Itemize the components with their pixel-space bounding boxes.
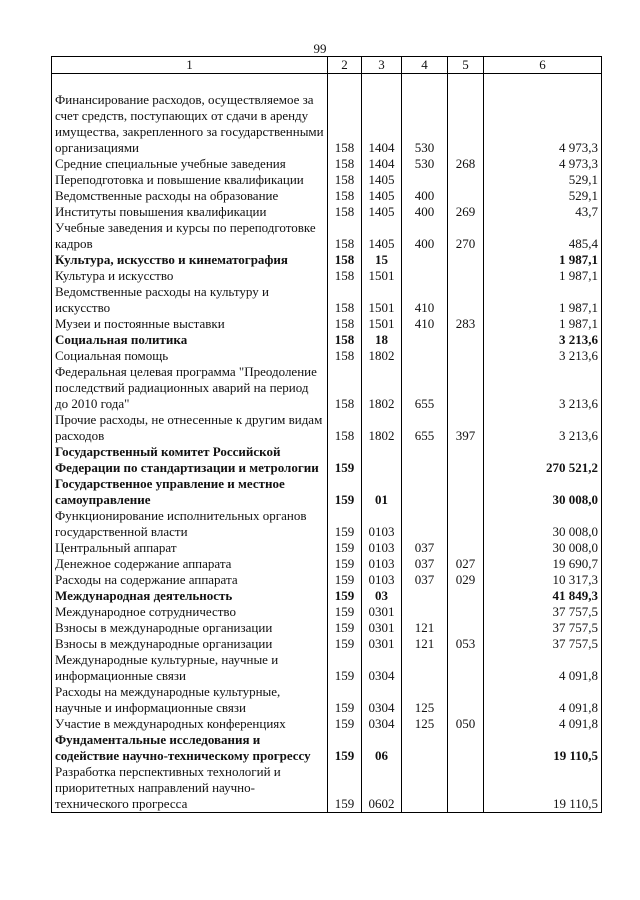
row-label: Учебные заведения и курсы по переподготовке кадров bbox=[52, 220, 328, 252]
table-body bbox=[52, 74, 602, 813]
code-section: 0304 bbox=[362, 716, 402, 732]
code-section: 0103 bbox=[362, 540, 402, 556]
code-expense bbox=[448, 284, 484, 316]
code-section: 0301 bbox=[362, 620, 402, 636]
code-ministry: 158 bbox=[328, 204, 362, 220]
code-expense bbox=[448, 188, 484, 204]
code-section: 0301 bbox=[362, 604, 402, 620]
row-label: Культура, искусство и кинематография bbox=[52, 252, 328, 268]
code-section: 0301 bbox=[362, 636, 402, 652]
amount-value: 3 213,6 bbox=[484, 412, 602, 444]
code-ministry: 158 bbox=[328, 172, 362, 188]
code-expense: 283 bbox=[448, 316, 484, 332]
code-expense bbox=[448, 604, 484, 620]
code-article bbox=[402, 172, 448, 188]
code-article bbox=[402, 444, 448, 476]
code-article bbox=[402, 252, 448, 268]
amount-value: 1 987,1 bbox=[484, 316, 602, 332]
code-section: 15 bbox=[362, 252, 402, 268]
amount-value: 3 213,6 bbox=[484, 364, 602, 412]
table-row bbox=[52, 204, 602, 220]
code-article: 410 bbox=[402, 284, 448, 316]
amount-value: 3 213,6 bbox=[484, 348, 602, 364]
row-label: Фундаментальные исследования и содействие научно-техническому прогрессу bbox=[52, 732, 328, 764]
code-ministry: 158 bbox=[328, 188, 362, 204]
column-header: 3 bbox=[362, 57, 402, 74]
code-ministry: 158 bbox=[328, 348, 362, 364]
table-row bbox=[52, 572, 602, 588]
amount-value: 1 987,1 bbox=[484, 284, 602, 316]
row-label: Прочие расходы, не отнесенные к другим видам расходов bbox=[52, 412, 328, 444]
table-row bbox=[52, 636, 602, 652]
code-ministry: 159 bbox=[328, 444, 362, 476]
amount-value: 30 008,0 bbox=[484, 540, 602, 556]
code-expense bbox=[448, 684, 484, 716]
amount-value: 41 849,3 bbox=[484, 588, 602, 604]
page-number: 99 bbox=[313, 41, 327, 56]
row-label: Международные культурные, научные и информационные связи bbox=[52, 652, 328, 684]
code-section: 01 bbox=[362, 476, 402, 508]
amount-value: 4 973,3 bbox=[484, 156, 602, 172]
code-article: 121 bbox=[402, 636, 448, 652]
row-label: Денежное содержание аппарата bbox=[52, 556, 328, 572]
code-ministry: 159 bbox=[328, 764, 362, 813]
table-row bbox=[52, 476, 602, 508]
table-row bbox=[52, 604, 602, 620]
code-expense: 270 bbox=[448, 220, 484, 252]
code-article: 530 bbox=[402, 92, 448, 156]
amount-value: 30 008,0 bbox=[484, 508, 602, 540]
row-label: Федеральная целевая программа "Преодоление последствий радиационных аварий на период до 2010 года" bbox=[52, 364, 328, 412]
code-expense: 397 bbox=[448, 412, 484, 444]
row-label: Участие в международных конференциях bbox=[52, 716, 328, 732]
code-ministry: 159 bbox=[328, 476, 362, 508]
code-section: 1501 bbox=[362, 316, 402, 332]
code-expense bbox=[448, 508, 484, 540]
code-section: 0602 bbox=[362, 764, 402, 813]
row-label: Ведомственные расходы на культуру и искусство bbox=[52, 284, 328, 316]
code-article bbox=[402, 476, 448, 508]
table-row bbox=[52, 652, 602, 684]
code-ministry: 159 bbox=[328, 684, 362, 716]
row-label: Функционирование исполнительных органов государственной власти bbox=[52, 508, 328, 540]
code-ministry: 159 bbox=[328, 732, 362, 764]
row-label: Разработка перспективных технологий и приоритетных направлений научно-технического прогресса bbox=[52, 764, 328, 813]
row-label: Взносы в международные организации bbox=[52, 636, 328, 652]
row-label: Культура и искусство bbox=[52, 268, 328, 284]
amount-value: 19 110,5 bbox=[484, 732, 602, 764]
code-expense bbox=[448, 172, 484, 188]
row-label: Расходы на международные культурные, научные и информационные связи bbox=[52, 684, 328, 716]
amount-value: 4 091,8 bbox=[484, 716, 602, 732]
code-article bbox=[402, 764, 448, 813]
code-article: 125 bbox=[402, 684, 448, 716]
code-expense bbox=[448, 332, 484, 348]
code-section: 1802 bbox=[362, 412, 402, 444]
code-article: 400 bbox=[402, 188, 448, 204]
code-ministry: 159 bbox=[328, 508, 362, 540]
code-section: 0103 bbox=[362, 556, 402, 572]
amount-value: 37 757,5 bbox=[484, 604, 602, 620]
code-ministry: 159 bbox=[328, 716, 362, 732]
code-article: 655 bbox=[402, 412, 448, 444]
code-article bbox=[402, 604, 448, 620]
code-section: 1405 bbox=[362, 204, 402, 220]
code-section: 18 bbox=[362, 332, 402, 348]
row-label: Социальная политика bbox=[52, 332, 328, 348]
code-expense: 027 bbox=[448, 556, 484, 572]
code-expense bbox=[448, 652, 484, 684]
amount-value: 19 690,7 bbox=[484, 556, 602, 572]
code-section: 03 bbox=[362, 588, 402, 604]
code-section: 0304 bbox=[362, 684, 402, 716]
amount-value: 485,4 bbox=[484, 220, 602, 252]
code-expense bbox=[448, 444, 484, 476]
header-row bbox=[52, 57, 602, 74]
row-label: Институты повышения квалификации bbox=[52, 204, 328, 220]
table-row bbox=[52, 684, 602, 716]
amount-value: 529,1 bbox=[484, 172, 602, 188]
row-label: Взносы в международные организации bbox=[52, 620, 328, 636]
code-section: 1404 bbox=[362, 156, 402, 172]
row-label: Переподготовка и повышение квалификации bbox=[52, 172, 328, 188]
code-article: 400 bbox=[402, 204, 448, 220]
column-header: 4 bbox=[402, 57, 448, 74]
code-expense bbox=[448, 476, 484, 508]
row-label: Музеи и постоянные выставки bbox=[52, 316, 328, 332]
code-section: 1405 bbox=[362, 220, 402, 252]
table-row bbox=[52, 412, 602, 444]
column-header: 1 bbox=[52, 57, 328, 74]
code-ministry: 158 bbox=[328, 284, 362, 316]
code-article: 037 bbox=[402, 556, 448, 572]
code-section bbox=[362, 444, 402, 476]
code-article: 037 bbox=[402, 540, 448, 556]
code-expense bbox=[448, 732, 484, 764]
code-section: 1802 bbox=[362, 348, 402, 364]
code-section: 1404 bbox=[362, 92, 402, 156]
amount-value: 3 213,6 bbox=[484, 332, 602, 348]
table-row bbox=[52, 92, 602, 156]
amount-value: 30 008,0 bbox=[484, 476, 602, 508]
code-article bbox=[402, 332, 448, 348]
code-expense bbox=[448, 540, 484, 556]
row-label: Расходы на содержание аппарата bbox=[52, 572, 328, 588]
table-row bbox=[52, 188, 602, 204]
table-row bbox=[52, 268, 602, 284]
table-row bbox=[52, 716, 602, 732]
code-article: 037 bbox=[402, 572, 448, 588]
amount-value: 4 973,3 bbox=[484, 92, 602, 156]
code-section: 06 bbox=[362, 732, 402, 764]
code-expense bbox=[448, 364, 484, 412]
column-header: 5 bbox=[448, 57, 484, 74]
row-label: Международная деятельность bbox=[52, 588, 328, 604]
code-section: 1501 bbox=[362, 268, 402, 284]
amount-value: 19 110,5 bbox=[484, 764, 602, 813]
row-label: Финансирование расходов, осуществляемое за счет средств, поступающих от сдачи в аренду имущества, закрепленного за государственными организациями bbox=[52, 92, 328, 156]
table-row bbox=[52, 364, 602, 412]
row-label: Ведомственные расходы на образование bbox=[52, 188, 328, 204]
table-row bbox=[52, 156, 602, 172]
code-section: 1802 bbox=[362, 364, 402, 412]
code-ministry: 158 bbox=[328, 332, 362, 348]
code-expense: 029 bbox=[448, 572, 484, 588]
code-article bbox=[402, 732, 448, 764]
amount-value: 1 987,1 bbox=[484, 268, 602, 284]
code-article: 410 bbox=[402, 316, 448, 332]
row-label: Государственное управление и местное самоуправление bbox=[52, 476, 328, 508]
code-article bbox=[402, 652, 448, 684]
row-label: Центральный аппарат bbox=[52, 540, 328, 556]
code-expense bbox=[448, 348, 484, 364]
table-row bbox=[52, 540, 602, 556]
code-section: 0304 bbox=[362, 652, 402, 684]
table-row bbox=[52, 316, 602, 332]
code-expense: 050 bbox=[448, 716, 484, 732]
table-row bbox=[52, 764, 602, 813]
row-label: Международное сотрудничество bbox=[52, 604, 328, 620]
row-label: Средние специальные учебные заведения bbox=[52, 156, 328, 172]
code-section: 1405 bbox=[362, 172, 402, 188]
code-ministry: 159 bbox=[328, 540, 362, 556]
code-article: 530 bbox=[402, 156, 448, 172]
table-row bbox=[52, 508, 602, 540]
code-article: 400 bbox=[402, 220, 448, 252]
amount-value: 1 987,1 bbox=[484, 252, 602, 268]
column-header: 2 bbox=[328, 57, 362, 74]
budget-table bbox=[51, 56, 602, 813]
row-label: Государственный комитет Российской Федерации по стандартизации и метрологии bbox=[52, 444, 328, 476]
code-expense bbox=[448, 620, 484, 636]
table-row bbox=[52, 332, 602, 348]
table-row bbox=[52, 620, 602, 636]
code-expense bbox=[448, 764, 484, 813]
code-article bbox=[402, 508, 448, 540]
code-article bbox=[402, 588, 448, 604]
table-row bbox=[52, 220, 602, 252]
code-expense bbox=[448, 268, 484, 284]
table-row bbox=[52, 556, 602, 572]
code-ministry: 158 bbox=[328, 364, 362, 412]
code-ministry: 158 bbox=[328, 316, 362, 332]
code-article bbox=[402, 348, 448, 364]
amount-value: 270 521,2 bbox=[484, 444, 602, 476]
table-row bbox=[52, 172, 602, 188]
amount-value: 4 091,8 bbox=[484, 652, 602, 684]
amount-value: 529,1 bbox=[484, 188, 602, 204]
code-expense bbox=[448, 588, 484, 604]
table-row bbox=[52, 252, 602, 268]
code-ministry: 158 bbox=[328, 412, 362, 444]
column-header: 6 bbox=[484, 57, 602, 74]
code-section: 0103 bbox=[362, 572, 402, 588]
amount-value: 43,7 bbox=[484, 204, 602, 220]
table-row bbox=[52, 284, 602, 316]
code-ministry: 158 bbox=[328, 252, 362, 268]
amount-value: 37 757,5 bbox=[484, 620, 602, 636]
amount-value: 37 757,5 bbox=[484, 636, 602, 652]
code-expense: 053 bbox=[448, 636, 484, 652]
amount-value: 4 091,8 bbox=[484, 684, 602, 716]
code-ministry: 159 bbox=[328, 572, 362, 588]
code-section: 0103 bbox=[362, 508, 402, 540]
row-label: Социальная помощь bbox=[52, 348, 328, 364]
code-ministry: 158 bbox=[328, 92, 362, 156]
code-ministry: 159 bbox=[328, 588, 362, 604]
code-ministry: 159 bbox=[328, 556, 362, 572]
amount-value: 10 317,3 bbox=[484, 572, 602, 588]
code-ministry: 159 bbox=[328, 604, 362, 620]
code-expense: 269 bbox=[448, 204, 484, 220]
code-expense: 268 bbox=[448, 156, 484, 172]
table-row bbox=[52, 348, 602, 364]
code-ministry: 158 bbox=[328, 268, 362, 284]
table-row bbox=[52, 444, 602, 476]
code-article: 121 bbox=[402, 620, 448, 636]
code-ministry: 159 bbox=[328, 636, 362, 652]
table-spacer-row bbox=[52, 74, 602, 93]
code-ministry: 159 bbox=[328, 620, 362, 636]
code-section: 1405 bbox=[362, 188, 402, 204]
code-ministry: 159 bbox=[328, 652, 362, 684]
table-row bbox=[52, 732, 602, 764]
code-article: 655 bbox=[402, 364, 448, 412]
code-ministry: 158 bbox=[328, 220, 362, 252]
code-ministry: 158 bbox=[328, 156, 362, 172]
table-row bbox=[52, 588, 602, 604]
code-article: 125 bbox=[402, 716, 448, 732]
code-section: 1501 bbox=[362, 284, 402, 316]
code-expense bbox=[448, 92, 484, 156]
code-article bbox=[402, 268, 448, 284]
code-expense bbox=[448, 252, 484, 268]
